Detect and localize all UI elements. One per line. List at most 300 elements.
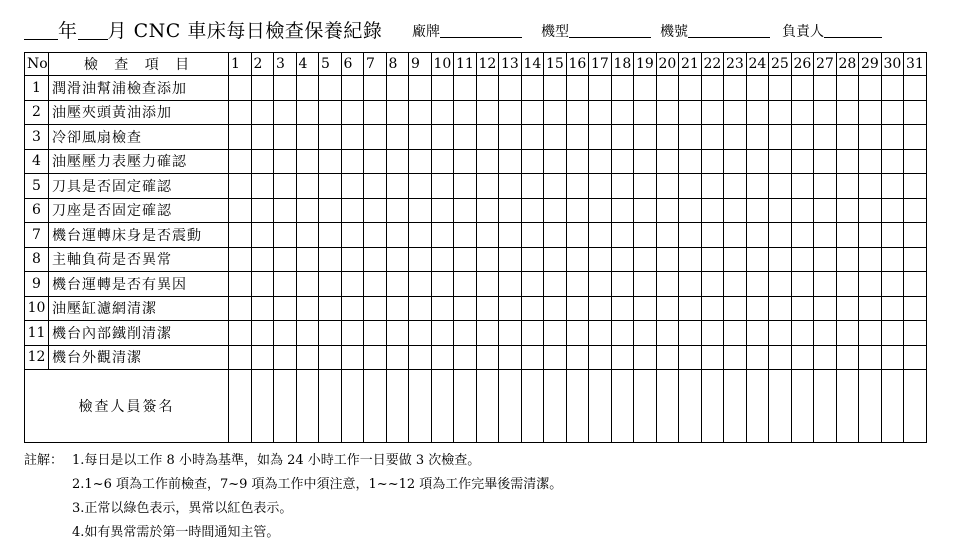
check-cell[interactable] bbox=[499, 247, 522, 272]
check-cell[interactable] bbox=[499, 296, 522, 321]
check-cell[interactable] bbox=[476, 247, 499, 272]
check-cell[interactable] bbox=[566, 247, 589, 272]
check-cell[interactable] bbox=[589, 296, 612, 321]
check-cell[interactable] bbox=[319, 174, 342, 199]
check-cell[interactable] bbox=[881, 223, 904, 248]
check-cell[interactable] bbox=[499, 149, 522, 174]
check-cell[interactable] bbox=[656, 100, 679, 125]
check-cell[interactable] bbox=[746, 296, 769, 321]
check-cell[interactable] bbox=[656, 321, 679, 346]
check-cell[interactable] bbox=[431, 174, 454, 199]
signature-cell[interactable] bbox=[859, 370, 882, 443]
check-cell[interactable] bbox=[319, 100, 342, 125]
check-cell[interactable] bbox=[364, 223, 387, 248]
check-cell[interactable] bbox=[431, 345, 454, 370]
check-cell[interactable] bbox=[611, 296, 634, 321]
check-cell[interactable] bbox=[859, 76, 882, 101]
check-cell[interactable] bbox=[746, 272, 769, 297]
check-cell[interactable] bbox=[656, 125, 679, 150]
check-cell[interactable] bbox=[229, 198, 252, 223]
check-cell[interactable] bbox=[881, 125, 904, 150]
check-cell[interactable] bbox=[431, 321, 454, 346]
check-cell[interactable] bbox=[409, 198, 432, 223]
check-cell[interactable] bbox=[859, 345, 882, 370]
check-cell[interactable] bbox=[679, 125, 702, 150]
check-cell[interactable] bbox=[409, 125, 432, 150]
check-cell[interactable] bbox=[769, 296, 792, 321]
check-cell[interactable] bbox=[679, 149, 702, 174]
check-cell[interactable] bbox=[409, 223, 432, 248]
check-cell[interactable] bbox=[274, 174, 297, 199]
check-cell[interactable] bbox=[701, 345, 724, 370]
check-cell[interactable] bbox=[836, 296, 859, 321]
check-cell[interactable] bbox=[904, 247, 927, 272]
check-cell[interactable] bbox=[544, 321, 567, 346]
check-cell[interactable] bbox=[319, 125, 342, 150]
check-cell[interactable] bbox=[521, 174, 544, 199]
check-cell[interactable] bbox=[364, 296, 387, 321]
check-cell[interactable] bbox=[634, 174, 657, 199]
check-cell[interactable] bbox=[814, 345, 837, 370]
check-cell[interactable] bbox=[454, 174, 477, 199]
check-cell[interactable] bbox=[836, 100, 859, 125]
check-cell[interactable] bbox=[769, 125, 792, 150]
check-cell[interactable] bbox=[499, 321, 522, 346]
check-cell[interactable] bbox=[836, 345, 859, 370]
check-cell[interactable] bbox=[454, 198, 477, 223]
check-cell[interactable] bbox=[544, 345, 567, 370]
check-cell[interactable] bbox=[634, 247, 657, 272]
check-cell[interactable] bbox=[229, 321, 252, 346]
check-cell[interactable] bbox=[836, 76, 859, 101]
check-cell[interactable] bbox=[859, 247, 882, 272]
check-cell[interactable] bbox=[904, 223, 927, 248]
check-cell[interactable] bbox=[454, 296, 477, 321]
check-cell[interactable] bbox=[274, 149, 297, 174]
check-cell[interactable] bbox=[521, 296, 544, 321]
check-cell[interactable] bbox=[476, 76, 499, 101]
signature-cell[interactable] bbox=[701, 370, 724, 443]
signature-cell[interactable] bbox=[319, 370, 342, 443]
check-cell[interactable] bbox=[386, 247, 409, 272]
check-cell[interactable] bbox=[634, 100, 657, 125]
check-cell[interactable] bbox=[476, 345, 499, 370]
check-cell[interactable] bbox=[386, 223, 409, 248]
check-cell[interactable] bbox=[679, 174, 702, 199]
check-cell[interactable] bbox=[836, 125, 859, 150]
check-cell[interactable] bbox=[566, 149, 589, 174]
check-cell[interactable] bbox=[296, 149, 319, 174]
check-cell[interactable] bbox=[476, 296, 499, 321]
signature-cell[interactable] bbox=[769, 370, 792, 443]
check-cell[interactable] bbox=[791, 321, 814, 346]
check-cell[interactable] bbox=[431, 125, 454, 150]
check-cell[interactable] bbox=[566, 223, 589, 248]
check-cell[interactable] bbox=[656, 247, 679, 272]
check-cell[interactable] bbox=[251, 174, 274, 199]
check-cell[interactable] bbox=[589, 125, 612, 150]
check-cell[interactable] bbox=[566, 174, 589, 199]
check-cell[interactable] bbox=[251, 149, 274, 174]
check-cell[interactable] bbox=[724, 223, 747, 248]
check-cell[interactable] bbox=[724, 76, 747, 101]
check-cell[interactable] bbox=[724, 247, 747, 272]
check-cell[interactable] bbox=[544, 174, 567, 199]
check-cell[interactable] bbox=[881, 149, 904, 174]
check-cell[interactable] bbox=[724, 321, 747, 346]
check-cell[interactable] bbox=[296, 321, 319, 346]
check-cell[interactable] bbox=[364, 149, 387, 174]
check-cell[interactable] bbox=[544, 272, 567, 297]
check-cell[interactable] bbox=[701, 198, 724, 223]
check-cell[interactable] bbox=[814, 125, 837, 150]
check-cell[interactable] bbox=[409, 272, 432, 297]
check-cell[interactable] bbox=[769, 247, 792, 272]
check-cell[interactable] bbox=[769, 321, 792, 346]
check-cell[interactable] bbox=[746, 345, 769, 370]
check-cell[interactable] bbox=[566, 321, 589, 346]
check-cell[interactable] bbox=[589, 247, 612, 272]
check-cell[interactable] bbox=[634, 125, 657, 150]
check-cell[interactable] bbox=[319, 296, 342, 321]
signature-cell[interactable] bbox=[814, 370, 837, 443]
check-cell[interactable] bbox=[791, 247, 814, 272]
check-cell[interactable] bbox=[521, 345, 544, 370]
check-cell[interactable] bbox=[679, 345, 702, 370]
check-cell[interactable] bbox=[296, 223, 319, 248]
check-cell[interactable] bbox=[229, 149, 252, 174]
check-cell[interactable] bbox=[791, 198, 814, 223]
check-cell[interactable] bbox=[296, 198, 319, 223]
check-cell[interactable] bbox=[499, 174, 522, 199]
check-cell[interactable] bbox=[296, 76, 319, 101]
check-cell[interactable] bbox=[814, 296, 837, 321]
check-cell[interactable] bbox=[454, 100, 477, 125]
check-cell[interactable] bbox=[679, 76, 702, 101]
signature-cell[interactable] bbox=[589, 370, 612, 443]
check-cell[interactable] bbox=[881, 247, 904, 272]
year-blank[interactable] bbox=[24, 21, 58, 40]
check-cell[interactable] bbox=[341, 76, 364, 101]
model-blank[interactable] bbox=[569, 23, 651, 38]
check-cell[interactable] bbox=[319, 321, 342, 346]
check-cell[interactable] bbox=[251, 223, 274, 248]
check-cell[interactable] bbox=[296, 174, 319, 199]
check-cell[interactable] bbox=[521, 149, 544, 174]
check-cell[interactable] bbox=[611, 345, 634, 370]
check-cell[interactable] bbox=[341, 321, 364, 346]
check-cell[interactable] bbox=[814, 76, 837, 101]
check-cell[interactable] bbox=[274, 125, 297, 150]
check-cell[interactable] bbox=[836, 223, 859, 248]
check-cell[interactable] bbox=[589, 345, 612, 370]
check-cell[interactable] bbox=[724, 296, 747, 321]
check-cell[interactable] bbox=[701, 149, 724, 174]
check-cell[interactable] bbox=[319, 198, 342, 223]
check-cell[interactable] bbox=[724, 272, 747, 297]
check-cell[interactable] bbox=[859, 100, 882, 125]
check-cell[interactable] bbox=[544, 125, 567, 150]
check-cell[interactable] bbox=[386, 198, 409, 223]
check-cell[interactable] bbox=[364, 247, 387, 272]
check-cell[interactable] bbox=[566, 198, 589, 223]
check-cell[interactable] bbox=[589, 321, 612, 346]
check-cell[interactable] bbox=[521, 223, 544, 248]
check-cell[interactable] bbox=[521, 100, 544, 125]
check-cell[interactable] bbox=[904, 296, 927, 321]
check-cell[interactable] bbox=[274, 100, 297, 125]
check-cell[interactable] bbox=[724, 345, 747, 370]
check-cell[interactable] bbox=[499, 272, 522, 297]
check-cell[interactable] bbox=[836, 272, 859, 297]
signature-cell[interactable] bbox=[904, 370, 927, 443]
check-cell[interactable] bbox=[274, 223, 297, 248]
check-cell[interactable] bbox=[769, 198, 792, 223]
check-cell[interactable] bbox=[386, 272, 409, 297]
check-cell[interactable] bbox=[296, 100, 319, 125]
check-cell[interactable] bbox=[904, 198, 927, 223]
check-cell[interactable] bbox=[859, 223, 882, 248]
check-cell[interactable] bbox=[296, 345, 319, 370]
check-cell[interactable] bbox=[836, 321, 859, 346]
check-cell[interactable] bbox=[251, 125, 274, 150]
check-cell[interactable] bbox=[409, 321, 432, 346]
check-cell[interactable] bbox=[476, 100, 499, 125]
check-cell[interactable] bbox=[701, 272, 724, 297]
check-cell[interactable] bbox=[904, 100, 927, 125]
check-cell[interactable] bbox=[746, 321, 769, 346]
check-cell[interactable] bbox=[499, 125, 522, 150]
check-cell[interactable] bbox=[319, 272, 342, 297]
check-cell[interactable] bbox=[881, 272, 904, 297]
check-cell[interactable] bbox=[386, 296, 409, 321]
check-cell[interactable] bbox=[319, 345, 342, 370]
check-cell[interactable] bbox=[409, 296, 432, 321]
check-cell[interactable] bbox=[634, 223, 657, 248]
check-cell[interactable] bbox=[521, 198, 544, 223]
check-cell[interactable] bbox=[409, 100, 432, 125]
check-cell[interactable] bbox=[589, 272, 612, 297]
check-cell[interactable] bbox=[679, 321, 702, 346]
check-cell[interactable] bbox=[836, 174, 859, 199]
check-cell[interactable] bbox=[409, 149, 432, 174]
check-cell[interactable] bbox=[589, 76, 612, 101]
check-cell[interactable] bbox=[814, 247, 837, 272]
check-cell[interactable] bbox=[589, 223, 612, 248]
check-cell[interactable] bbox=[431, 198, 454, 223]
check-cell[interactable] bbox=[791, 125, 814, 150]
check-cell[interactable] bbox=[611, 76, 634, 101]
check-cell[interactable] bbox=[409, 345, 432, 370]
check-cell[interactable] bbox=[814, 149, 837, 174]
check-cell[interactable] bbox=[454, 125, 477, 150]
check-cell[interactable] bbox=[229, 247, 252, 272]
check-cell[interactable] bbox=[319, 247, 342, 272]
check-cell[interactable] bbox=[634, 149, 657, 174]
check-cell[interactable] bbox=[769, 345, 792, 370]
check-cell[interactable] bbox=[814, 198, 837, 223]
signature-cell[interactable] bbox=[274, 370, 297, 443]
check-cell[interactable] bbox=[364, 198, 387, 223]
check-cell[interactable] bbox=[701, 223, 724, 248]
check-cell[interactable] bbox=[341, 174, 364, 199]
check-cell[interactable] bbox=[859, 198, 882, 223]
check-cell[interactable] bbox=[499, 345, 522, 370]
check-cell[interactable] bbox=[881, 174, 904, 199]
check-cell[interactable] bbox=[364, 174, 387, 199]
check-cell[interactable] bbox=[656, 223, 679, 248]
check-cell[interactable] bbox=[409, 247, 432, 272]
signature-cell[interactable] bbox=[521, 370, 544, 443]
check-cell[interactable] bbox=[611, 125, 634, 150]
check-cell[interactable] bbox=[274, 247, 297, 272]
check-cell[interactable] bbox=[589, 198, 612, 223]
check-cell[interactable] bbox=[364, 100, 387, 125]
signature-cell[interactable] bbox=[499, 370, 522, 443]
check-cell[interactable] bbox=[544, 76, 567, 101]
check-cell[interactable] bbox=[296, 125, 319, 150]
check-cell[interactable] bbox=[521, 76, 544, 101]
check-cell[interactable] bbox=[454, 321, 477, 346]
check-cell[interactable] bbox=[386, 149, 409, 174]
check-cell[interactable] bbox=[814, 272, 837, 297]
check-cell[interactable] bbox=[251, 272, 274, 297]
check-cell[interactable] bbox=[679, 296, 702, 321]
check-cell[interactable] bbox=[611, 100, 634, 125]
check-cell[interactable] bbox=[791, 296, 814, 321]
check-cell[interactable] bbox=[859, 296, 882, 321]
check-cell[interactable] bbox=[611, 198, 634, 223]
check-cell[interactable] bbox=[724, 174, 747, 199]
brand-blank[interactable] bbox=[440, 23, 522, 38]
check-cell[interactable] bbox=[341, 198, 364, 223]
check-cell[interactable] bbox=[611, 174, 634, 199]
signature-cell[interactable] bbox=[364, 370, 387, 443]
check-cell[interactable] bbox=[431, 149, 454, 174]
check-cell[interactable] bbox=[769, 223, 792, 248]
check-cell[interactable] bbox=[724, 125, 747, 150]
check-cell[interactable] bbox=[656, 174, 679, 199]
check-cell[interactable] bbox=[251, 296, 274, 321]
signature-cell[interactable] bbox=[454, 370, 477, 443]
check-cell[interactable] bbox=[386, 174, 409, 199]
check-cell[interactable] bbox=[499, 100, 522, 125]
check-cell[interactable] bbox=[611, 272, 634, 297]
check-cell[interactable] bbox=[386, 76, 409, 101]
check-cell[interactable] bbox=[881, 198, 904, 223]
check-cell[interactable] bbox=[679, 247, 702, 272]
check-cell[interactable] bbox=[229, 223, 252, 248]
check-cell[interactable] bbox=[881, 321, 904, 346]
signature-cell[interactable] bbox=[836, 370, 859, 443]
check-cell[interactable] bbox=[791, 149, 814, 174]
check-cell[interactable] bbox=[364, 321, 387, 346]
check-cell[interactable] bbox=[454, 272, 477, 297]
check-cell[interactable] bbox=[701, 76, 724, 101]
check-cell[interactable] bbox=[319, 223, 342, 248]
check-cell[interactable] bbox=[566, 272, 589, 297]
check-cell[interactable] bbox=[341, 223, 364, 248]
check-cell[interactable] bbox=[746, 149, 769, 174]
check-cell[interactable] bbox=[656, 296, 679, 321]
check-cell[interactable] bbox=[566, 296, 589, 321]
check-cell[interactable] bbox=[904, 125, 927, 150]
signature-cell[interactable] bbox=[476, 370, 499, 443]
check-cell[interactable] bbox=[656, 345, 679, 370]
check-cell[interactable] bbox=[431, 223, 454, 248]
check-cell[interactable] bbox=[679, 223, 702, 248]
signature-cell[interactable] bbox=[881, 370, 904, 443]
check-cell[interactable] bbox=[859, 321, 882, 346]
check-cell[interactable] bbox=[431, 272, 454, 297]
check-cell[interactable] bbox=[274, 198, 297, 223]
check-cell[interactable] bbox=[409, 174, 432, 199]
check-cell[interactable] bbox=[364, 125, 387, 150]
check-cell[interactable] bbox=[589, 100, 612, 125]
check-cell[interactable] bbox=[836, 149, 859, 174]
check-cell[interactable] bbox=[229, 76, 252, 101]
check-cell[interactable] bbox=[409, 76, 432, 101]
check-cell[interactable] bbox=[386, 321, 409, 346]
check-cell[interactable] bbox=[904, 76, 927, 101]
check-cell[interactable] bbox=[454, 149, 477, 174]
check-cell[interactable] bbox=[881, 296, 904, 321]
check-cell[interactable] bbox=[701, 247, 724, 272]
check-cell[interactable] bbox=[521, 272, 544, 297]
check-cell[interactable] bbox=[791, 174, 814, 199]
check-cell[interactable] bbox=[701, 174, 724, 199]
check-cell[interactable] bbox=[566, 125, 589, 150]
check-cell[interactable] bbox=[274, 345, 297, 370]
check-cell[interactable] bbox=[274, 272, 297, 297]
signature-cell[interactable] bbox=[544, 370, 567, 443]
check-cell[interactable] bbox=[701, 296, 724, 321]
check-cell[interactable] bbox=[319, 149, 342, 174]
check-cell[interactable] bbox=[274, 296, 297, 321]
check-cell[interactable] bbox=[859, 125, 882, 150]
machine-no-blank[interactable] bbox=[688, 23, 770, 38]
check-cell[interactable] bbox=[701, 321, 724, 346]
check-cell[interactable] bbox=[274, 321, 297, 346]
signature-cell[interactable] bbox=[386, 370, 409, 443]
check-cell[interactable] bbox=[431, 76, 454, 101]
signature-cell[interactable] bbox=[656, 370, 679, 443]
check-cell[interactable] bbox=[679, 272, 702, 297]
check-cell[interactable] bbox=[476, 174, 499, 199]
check-cell[interactable] bbox=[881, 76, 904, 101]
check-cell[interactable] bbox=[521, 247, 544, 272]
check-cell[interactable] bbox=[431, 247, 454, 272]
check-cell[interactable] bbox=[904, 174, 927, 199]
check-cell[interactable] bbox=[814, 174, 837, 199]
check-cell[interactable] bbox=[746, 223, 769, 248]
check-cell[interactable] bbox=[274, 76, 297, 101]
check-cell[interactable] bbox=[386, 125, 409, 150]
check-cell[interactable] bbox=[634, 345, 657, 370]
check-cell[interactable] bbox=[791, 76, 814, 101]
check-cell[interactable] bbox=[476, 149, 499, 174]
check-cell[interactable] bbox=[251, 321, 274, 346]
check-cell[interactable] bbox=[679, 100, 702, 125]
check-cell[interactable] bbox=[566, 76, 589, 101]
check-cell[interactable] bbox=[904, 321, 927, 346]
check-cell[interactable] bbox=[386, 100, 409, 125]
check-cell[interactable] bbox=[251, 345, 274, 370]
check-cell[interactable] bbox=[386, 345, 409, 370]
signature-cell[interactable] bbox=[791, 370, 814, 443]
check-cell[interactable] bbox=[769, 174, 792, 199]
check-cell[interactable] bbox=[859, 149, 882, 174]
